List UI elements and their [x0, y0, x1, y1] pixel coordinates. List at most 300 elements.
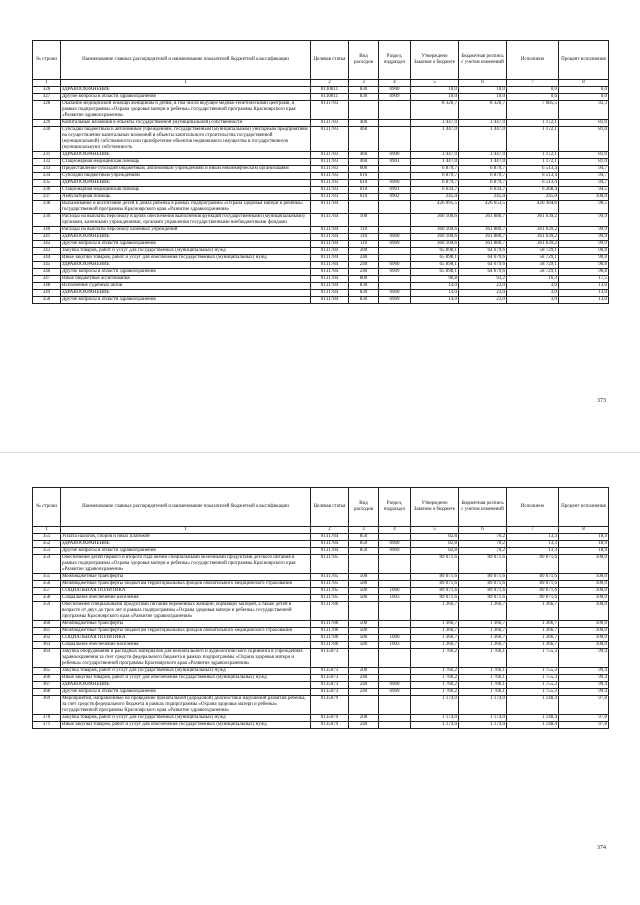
- target-article: 0135073: [311, 682, 349, 689]
- colnum: 1: [61, 80, 311, 87]
- executed-amount: 1 172,1: [507, 127, 559, 152]
- expense-kind: 610: [349, 173, 379, 180]
- section-code: 0909: [379, 94, 411, 101]
- row-name: Расходы на выплаты персоналу в целях обеспечения выполнения функций государственными (муниципальными) органами, казенными учреждениями, органами управления государственными внебюджетными фондами: [61, 214, 311, 227]
- execution-percent: 90,8: [559, 255, 609, 262]
- table-row: [33, 180, 609, 187]
- target-article: 0130811: [311, 87, 349, 94]
- row-number: 350: [33, 297, 61, 304]
- row-name: Иные бюджетные ассигнования: [61, 276, 311, 283]
- expense-kind: 240: [349, 255, 379, 262]
- row-number: 332: [33, 159, 61, 166]
- row-name: ЗДРАВООХРАНЕНИЕ: [61, 234, 311, 241]
- header-row-number: № строки: [33, 488, 61, 527]
- header-expense-kind: Вид расходов: [349, 488, 379, 527]
- executed-amount: 6 513,4: [507, 166, 559, 173]
- execution-percent: 100,0: [559, 581, 609, 588]
- approved-amount: 89 071,6: [411, 574, 459, 581]
- execution-percent: 17,5: [559, 276, 609, 283]
- table-row: [33, 649, 609, 668]
- row-name: Выхаживание и воспитание детей в домах ребенка в рамках подпрограммы «Охрана здоровья матери и ребенка» государственной программы Красноярского края «Развитие здравоохранения»: [61, 201, 311, 214]
- approved-amount: 1 174,0: [411, 696, 459, 715]
- execution-percent: 99,4: [559, 668, 609, 675]
- executed-amount: 1 366,7: [507, 635, 559, 642]
- execution-percent: 99,4: [559, 675, 609, 682]
- target-article: 0135073: [311, 675, 349, 682]
- expense-kind: 850: [349, 541, 379, 548]
- executed-amount: 3,0: [507, 290, 559, 297]
- table-row: [33, 642, 609, 649]
- approved-amount: 1 366,7: [411, 621, 459, 628]
- colnum: 6: [459, 527, 507, 534]
- table-row: [33, 187, 609, 194]
- table-body: [33, 87, 609, 304]
- section-code: [379, 276, 411, 283]
- expense-kind: 460: [349, 159, 379, 166]
- table-row: [33, 94, 609, 101]
- approved-amount: 14,0: [411, 283, 459, 290]
- target-article: 0135079: [311, 722, 349, 729]
- approved-amount: 1 447,0: [411, 120, 459, 127]
- budget-list-amount: 70,2: [459, 534, 507, 541]
- expense-kind: 240: [349, 269, 379, 276]
- expense-kind: 240: [349, 262, 379, 269]
- budget-list-amount: 1 366,7: [459, 635, 507, 642]
- section-code: 0909: [379, 297, 411, 304]
- row-number: 353: [33, 548, 61, 555]
- approved-amount: 10,0: [411, 87, 459, 94]
- executed-amount: 1 148,4: [507, 715, 559, 722]
- expense-kind: 500: [349, 574, 379, 581]
- approved-amount: 245,0: [411, 194, 459, 201]
- expense-kind: 830: [349, 94, 379, 101]
- table-row: [33, 675, 609, 682]
- target-article: 0131783: [311, 194, 349, 201]
- row-name: ЗДРАВООХРАНЕНИЕ: [61, 682, 311, 689]
- budget-list-amount: 361 880,7: [459, 227, 507, 234]
- header-expense-kind: Вид расходов: [349, 41, 379, 80]
- target-article: 0131784: [311, 262, 349, 269]
- row-name: Другие вопросы в области здравоохранения: [61, 297, 311, 304]
- row-name: Закупка товаров, работ и услуг для государственных (муниципальных) нужд: [61, 248, 311, 255]
- budget-list-amount: 6 634,7: [459, 187, 507, 194]
- column-number-row: [33, 80, 609, 87]
- approved-amount: 8 326,7: [411, 101, 459, 120]
- execution-percent: 100,0: [559, 628, 609, 635]
- section-code: 0909: [379, 269, 411, 276]
- page-number: 373: [597, 398, 606, 404]
- table-row: [33, 194, 609, 201]
- execution-percent: 100,0: [559, 602, 609, 621]
- row-number: 370: [33, 715, 61, 722]
- approved-amount: 89 071,6: [411, 555, 459, 574]
- approved-amount: 1 366,7: [411, 642, 459, 649]
- budget-list-amount: 426 653,5: [459, 201, 507, 214]
- budget-list-amount: 64 679,6: [459, 255, 507, 262]
- executed-amount: 13,3: [507, 534, 559, 541]
- expense-kind: 110: [349, 241, 379, 248]
- execution-percent: 99,9: [559, 227, 609, 234]
- target-article: 0131786: [311, 628, 349, 635]
- executed-amount: 1 148,4: [507, 722, 559, 729]
- executed-amount: 0,0: [507, 94, 559, 101]
- header-name: Наименование главных распорядителей и наименование показателей бюджетной классификации: [61, 41, 311, 80]
- row-name: Социальное обеспечение населения: [61, 595, 311, 602]
- approved-amount: 1 766,2: [411, 649, 459, 668]
- section-code: [379, 173, 411, 180]
- table-row: [33, 682, 609, 689]
- row-name: ЗДРАВООХРАНЕНИЕ: [61, 262, 311, 269]
- row-number: 336: [33, 187, 61, 194]
- expense-kind: 830: [349, 87, 379, 94]
- execution-percent: 97,8: [559, 696, 609, 715]
- colnum: 5: [411, 80, 459, 87]
- approved-amount: 1 174,0: [411, 722, 459, 729]
- target-article: 0131784: [311, 297, 349, 304]
- section-code: 0901: [379, 159, 411, 166]
- expense-kind: 110: [349, 227, 379, 234]
- table-row: [33, 715, 609, 722]
- target-article: 0131783: [311, 187, 349, 194]
- row-name: Межбюджетные трансферты бюджетам территориальных фондов обязательного медицинского страхования: [61, 628, 311, 635]
- header-section: Раздел, подраздел: [379, 41, 411, 80]
- row-number: 339: [33, 214, 61, 227]
- row-number: 340: [33, 227, 61, 234]
- target-article: 0135073: [311, 649, 349, 668]
- row-number: 348: [33, 283, 61, 290]
- budget-list-amount: 1 766,1: [459, 649, 507, 668]
- expense-kind: [349, 696, 379, 715]
- table-row: [33, 689, 609, 696]
- row-name: Стационарная медицинская помощь: [61, 159, 311, 166]
- execution-percent: 0,0: [559, 94, 609, 101]
- row-name: Исполнение судебных актов: [61, 283, 311, 290]
- table-row: [33, 588, 609, 595]
- section-code: 0900: [379, 262, 411, 269]
- table-row: [33, 290, 609, 297]
- execution-percent: 81,0: [559, 120, 609, 127]
- row-number: 354: [33, 555, 61, 574]
- budget-list-amount: 64 679,6: [459, 262, 507, 269]
- row-name: ЗДРАВООХРАНЕНИЕ: [61, 87, 311, 94]
- expense-kind: 580: [349, 642, 379, 649]
- target-article: 0131786: [311, 602, 349, 621]
- expense-kind: 240: [349, 675, 379, 682]
- target-article: 0131785: [311, 555, 349, 574]
- approved-amount: 1 174,0: [411, 715, 459, 722]
- section-code: [379, 649, 411, 668]
- budget-table: [32, 40, 609, 304]
- section-code: 1000: [379, 635, 411, 642]
- target-article: 0131786: [311, 621, 349, 628]
- colnum: 7: [507, 80, 559, 87]
- row-name: Межбюджетные трансферты: [61, 621, 311, 628]
- executed-amount: 1 755,3: [507, 649, 559, 668]
- row-number: 347: [33, 276, 61, 283]
- row-number: 343: [33, 248, 61, 255]
- execution-percent: 81,0: [559, 152, 609, 159]
- row-name: ЗДРАВООХРАНЕНИЕ: [61, 152, 311, 159]
- section-code: 1003: [379, 595, 411, 602]
- executed-amount: 89 071,6: [507, 581, 559, 588]
- expense-kind: [349, 201, 379, 214]
- target-article: 0131786: [311, 635, 349, 642]
- execution-percent: 90,8: [559, 248, 609, 255]
- expense-kind: 850: [349, 548, 379, 555]
- budget-list-amount: 1 447,0: [459, 127, 507, 152]
- executed-amount: 361 639,2: [507, 214, 559, 227]
- target-article: 0131784: [311, 283, 349, 290]
- row-name: ЗДРАВООХРАНЕНИЕ: [61, 180, 311, 187]
- approved-amount: 10,0: [411, 94, 459, 101]
- document-page-374: [0, 452, 640, 905]
- execution-percent: 98,5: [559, 201, 609, 214]
- table-row: [33, 120, 609, 127]
- target-article: 0131784: [311, 548, 349, 555]
- budget-list-amount: 89 071,6: [459, 555, 507, 574]
- section-code: 0900: [379, 541, 411, 548]
- approved-amount: 6 634,7: [411, 187, 459, 194]
- row-number: 341: [33, 234, 61, 241]
- budget-list-amount: 1 366,7: [459, 642, 507, 649]
- row-number: 363: [33, 642, 61, 649]
- approved-amount: 360 100,6: [411, 227, 459, 234]
- approved-amount: 1 447,0: [411, 127, 459, 152]
- target-article: 0131784: [311, 541, 349, 548]
- approved-amount: 82,8: [411, 548, 459, 555]
- executed-amount: 1 172,1: [507, 152, 559, 159]
- table-row: [33, 87, 609, 94]
- row-number: 365: [33, 668, 61, 675]
- row-number: 333: [33, 166, 61, 173]
- approved-amount: 1 366,7: [411, 602, 459, 621]
- section-code: [379, 283, 411, 290]
- execution-percent: 99,4: [559, 682, 609, 689]
- target-article: 0131783: [311, 159, 349, 166]
- expense-kind: 610: [349, 194, 379, 201]
- executed-amount: 89 071,6: [507, 574, 559, 581]
- section-code: [379, 227, 411, 234]
- execution-percent: 100,0: [559, 574, 609, 581]
- budget-list-amount: 64 679,6: [459, 269, 507, 276]
- execution-percent: 99,4: [559, 649, 609, 668]
- row-number: 328: [33, 101, 61, 120]
- approved-amount: 89 071,6: [411, 595, 459, 602]
- row-name: Межбюджетные трансферты: [61, 574, 311, 581]
- executed-amount: 6 513,4: [507, 173, 559, 180]
- budget-list-amount: 89 071,6: [459, 588, 507, 595]
- approved-amount: 65 898,1: [411, 269, 459, 276]
- table-row: [33, 269, 609, 276]
- execution-percent: 100,0: [559, 621, 609, 628]
- approved-amount: 1 447,0: [411, 152, 459, 159]
- execution-percent: 13,0: [559, 290, 609, 297]
- colnum: 2: [311, 527, 349, 534]
- approved-amount: 14,0: [411, 297, 459, 304]
- expense-kind: 200: [349, 668, 379, 675]
- expense-kind: 240: [349, 689, 379, 696]
- header-executed: Исполнено: [507, 488, 559, 527]
- row-name: Капитальные вложения в объекты государственной (муниципальной) собственности: [61, 120, 311, 127]
- execution-percent: 13,0: [559, 297, 609, 304]
- row-number: 357: [33, 588, 61, 595]
- target-article: 0131784: [311, 269, 349, 276]
- table-row: [33, 214, 609, 227]
- target-article: 0131783: [311, 166, 349, 173]
- executed-amount: 58 729,1: [507, 262, 559, 269]
- section-code: [379, 127, 411, 152]
- executed-amount: 6 268,4: [507, 187, 559, 194]
- row-number: 338: [33, 201, 61, 214]
- table-row: [33, 696, 609, 715]
- target-article: 0135079: [311, 715, 349, 722]
- approved-amount: 1 766,2: [411, 689, 459, 696]
- executed-amount: 1 172,1: [507, 120, 559, 127]
- expense-kind: 580: [349, 595, 379, 602]
- section-code: 1003: [379, 642, 411, 649]
- expense-kind: 610: [349, 187, 379, 194]
- executed-amount: 58 729,1: [507, 248, 559, 255]
- row-name: Иные закупки товаров, работ и услуг для обеспечения государственных (муниципальных) нужд: [61, 675, 311, 682]
- colnum: 5: [411, 527, 459, 534]
- row-number: 358: [33, 595, 61, 602]
- budget-list-amount: 1 174,0: [459, 696, 507, 715]
- expense-kind: [349, 101, 379, 120]
- table-row: [33, 276, 609, 283]
- section-code: [379, 621, 411, 628]
- section-code: [379, 722, 411, 729]
- section-code: [379, 248, 411, 255]
- execution-percent: 90,8: [559, 269, 609, 276]
- target-article: 0131786: [311, 642, 349, 649]
- table-row: [33, 555, 609, 574]
- executed-amount: 361 639,2: [507, 241, 559, 248]
- table-row: [33, 201, 609, 214]
- header-approved: Утверждено Законом о бюджете: [411, 488, 459, 527]
- row-number: 362: [33, 635, 61, 642]
- budget-list-amount: 1 766,1: [459, 689, 507, 696]
- executed-amount: 13,3: [507, 541, 559, 548]
- row-name: Обеспечение специальными продуктами питания беременных женщин, кормящих матерей, а также детей в возрасте от двух до трех лет в рамках подпрограммы «Охрана здоровья матери и ребенка» государственной программы Красноярского края «Развитие здравоохранения»: [61, 602, 311, 621]
- executed-amount: 1 755,3: [507, 675, 559, 682]
- execution-percent: 13,0: [559, 283, 609, 290]
- header-target-article: Целевая статья: [311, 488, 349, 527]
- target-article: 0131784: [311, 234, 349, 241]
- budget-list-amount: 1 766,1: [459, 675, 507, 682]
- executed-amount: 58 729,1: [507, 269, 559, 276]
- execution-percent: 94,5: [559, 187, 609, 194]
- budget-list-amount: 89 071,6: [459, 595, 507, 602]
- approved-amount: 65 898,1: [411, 255, 459, 262]
- table-row: [33, 283, 609, 290]
- executed-amount: 0,0: [507, 87, 559, 94]
- execution-percent: 99,4: [559, 689, 609, 696]
- header-percent: Процент исполнения: [559, 488, 609, 527]
- budget-list-amount: 245,0: [459, 194, 507, 201]
- row-name: Другие вопросы в области здравоохранения: [61, 241, 311, 248]
- section-code: 0900: [379, 290, 411, 297]
- section-code: [379, 696, 411, 715]
- execution-percent: 90,8: [559, 262, 609, 269]
- table-row: [33, 574, 609, 581]
- table-row: [33, 541, 609, 548]
- execution-percent: 99,9: [559, 241, 609, 248]
- executed-amount: 1 148,4: [507, 696, 559, 715]
- expense-kind: 610: [349, 180, 379, 187]
- table-row: [33, 101, 609, 120]
- target-article: 0131784: [311, 255, 349, 262]
- approved-amount: 96,8: [411, 276, 459, 283]
- executed-amount: 6 513,4: [507, 180, 559, 187]
- section-code: [379, 668, 411, 675]
- table-row: [33, 248, 609, 255]
- approved-amount: 6 879,7: [411, 173, 459, 180]
- expense-kind: [349, 649, 379, 668]
- target-article: 0130811: [311, 94, 349, 101]
- budget-list-amount: 23,0: [459, 290, 507, 297]
- colnum: 8: [559, 527, 609, 534]
- row-name: СОЦИАЛЬНАЯ ПОЛИТИКА: [61, 588, 311, 595]
- colnum: 6: [459, 80, 507, 87]
- section-code: [379, 715, 411, 722]
- execution-percent: 94,7: [559, 173, 609, 180]
- budget-list-amount: 8 326,7: [459, 101, 507, 120]
- row-name: Амбулаторная помощь: [61, 194, 311, 201]
- approved-amount: 14,0: [411, 290, 459, 297]
- target-article: 0131783: [311, 152, 349, 159]
- section-code: [379, 101, 411, 120]
- colnum: 1: [33, 80, 61, 87]
- expense-kind: 580: [349, 588, 379, 595]
- section-code: [379, 581, 411, 588]
- budget-list-amount: 6 879,7: [459, 180, 507, 187]
- expense-kind: 240: [349, 682, 379, 689]
- row-number: 369: [33, 696, 61, 715]
- executed-amount: 1 172,1: [507, 159, 559, 166]
- table-header-row: [33, 488, 609, 527]
- expense-kind: 600: [349, 166, 379, 173]
- row-name: Другие вопросы в области здравоохранения: [61, 94, 311, 101]
- row-name: Субсидии бюджетным учреждениям: [61, 173, 311, 180]
- row-number: 361: [33, 628, 61, 635]
- approved-amount: 89 071,6: [411, 588, 459, 595]
- execution-percent: 100,0: [559, 635, 609, 642]
- execution-percent: 100,0: [559, 595, 609, 602]
- execution-percent: 81,0: [559, 127, 609, 152]
- executed-amount: 361 639,2: [507, 234, 559, 241]
- budget-list-amount: 10,0: [459, 94, 507, 101]
- expense-kind: 830: [349, 283, 379, 290]
- budget-list-amount: 361 880,7: [459, 234, 507, 241]
- expense-kind: 200: [349, 248, 379, 255]
- execution-percent: 97,8: [559, 722, 609, 729]
- target-article: 0131784: [311, 214, 349, 227]
- approved-amount: 360 100,6: [411, 234, 459, 241]
- row-number: 342: [33, 241, 61, 248]
- section-code: [379, 214, 411, 227]
- expense-kind: 850: [349, 534, 379, 541]
- approved-amount: 1 366,7: [411, 628, 459, 635]
- budget-list-amount: 93,2: [459, 276, 507, 283]
- target-article: 0131785: [311, 574, 349, 581]
- expense-kind: 800: [349, 276, 379, 283]
- budget-list-amount: 6 879,7: [459, 173, 507, 180]
- executed-amount: 1 755,3: [507, 668, 559, 675]
- header-approved: Утверждено Законом о бюджете: [411, 41, 459, 80]
- row-name: ЗДРАВООХРАНЕНИЕ: [61, 541, 311, 548]
- section-code: [379, 555, 411, 574]
- section-code: 0901: [379, 187, 411, 194]
